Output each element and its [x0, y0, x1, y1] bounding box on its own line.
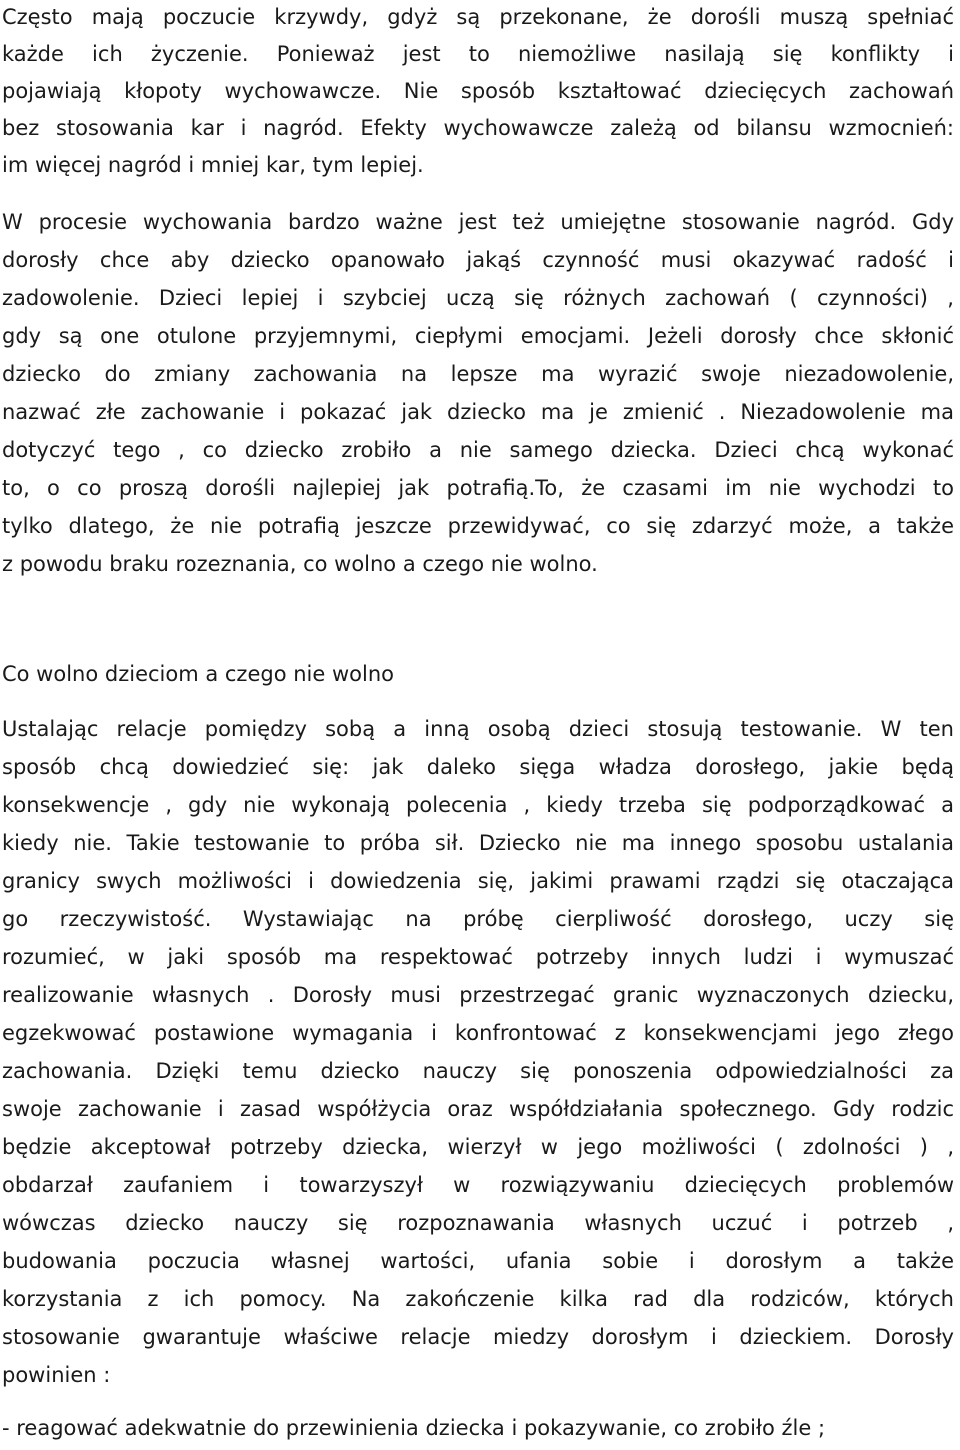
- text-line: Często mają poczucie krzywdy, gdyż są przekonane, że dorośli muszą spełniać: [2, 5, 954, 29]
- text-line: budowania poczucia własnej wartości, ufania sobie i dorosłym a także: [2, 1249, 954, 1273]
- text-line: zachowania. Dzięki temu dziecko nauczy się ponoszenia odpowiedzialności za: [2, 1059, 954, 1083]
- text-line: stosowanie gwarantuje właściwe relacje miedzy dorosłym i dzieckiem. Dorosły: [2, 1325, 954, 1349]
- text-line: kiedy nie. Takie testowanie to próba sił. Dziecko nie ma innego sposobu ustalania: [2, 831, 954, 855]
- text-line: egzekwować postawione wymagania i konfrontować z konsekwencjami jego złego: [2, 1021, 954, 1045]
- text-line: tylko dlatego, że nie potrafią jeszcze przewidywać, co się zdarzyć może, a także: [2, 514, 954, 538]
- text-line: zadowolenie. Dzieci lepiej i szybciej uczą się różnych zachowań ( czynności) ,: [2, 286, 954, 310]
- text-line: obdarzał zaufaniem i towarzyszył w rozwiązywaniu dziecięcych problemów: [2, 1173, 954, 1197]
- text-line: dotyczyć tego , co dziecko zrobiło a nie samego dziecka. Dzieci chcą wykonać: [2, 438, 954, 462]
- text-line: Ustalając relacje pomiędzy sobą a inną osobą dzieci stosują testowanie. W ten: [2, 717, 954, 741]
- text-line: im więcej nagród i mniej kar, tym lepiej.: [2, 153, 424, 177]
- text-line: z powodu braku rozeznania, co wolno a czego nie wolno.: [2, 552, 598, 576]
- text-line: dorosły chce aby dziecko opanowało jakąś czynność musi okazywać radość i: [2, 248, 954, 272]
- text-line: W procesie wychowania bardzo ważne jest też umiejętne stosowanie nagród. Gdy: [2, 210, 954, 234]
- list-item: - reagować adekwatnie do przewinienia dziecka i pokazywanie, co zrobiło źle ;: [2, 1416, 826, 1440]
- section-heading: Co wolno dzieciom a czego nie wolno: [2, 662, 394, 686]
- text-line: go rzeczywistość. Wystawiając na próbę cierpliwość dorosłego, uczy się: [2, 907, 954, 931]
- text-line: granicy swych możliwości i dowiedzenia się, jakimi prawami rządzi się otaczająca: [2, 869, 954, 893]
- text-line: będzie akceptował potrzeby dziecka, wierzył w jego możliwości ( zdolności ) ,: [2, 1135, 954, 1159]
- text-line: nazwać złe zachowanie i pokazać jak dziecko ma je zmienić . Niezadowolenie ma: [2, 400, 954, 424]
- text-line: sposób chcą dowiedzieć się: jak daleko sięga władza dorosłego, jakie będą: [2, 755, 954, 779]
- text-line: korzystania z ich pomocy. Na zakończenie kilka rad dla rodziców, których: [2, 1287, 954, 1311]
- text-line: to, o co proszą dorośli najlepiej jak potrafią.To, że czasami im nie wychodzi to: [2, 476, 954, 500]
- text-line: wówczas dziecko nauczy się rozpoznawania własnych uczuć i potrzeb ,: [2, 1211, 954, 1235]
- text-line: gdy są one otulone przyjemnymi, ciepłymi emocjami. Jeżeli dorosły chce skłonić: [2, 324, 954, 348]
- text-line: każde ich życzenie. Ponieważ jest to niemożliwe nasilają się konflikty i: [2, 42, 954, 66]
- text-line: konsekwencje , gdy nie wykonają polecenia , kiedy trzeba się podporządkować a: [2, 793, 954, 817]
- text-line: bez stosowania kar i nagród. Efekty wychowawcze zależą od bilansu wzmocnień:: [2, 116, 954, 140]
- text-line: rozumieć, w jaki sposób ma respektować potrzeby innych ludzi i wymuszać: [2, 945, 954, 969]
- text-line: pojawiają kłopoty wychowawcze. Nie sposób kształtować dziecięcych zachowań: [2, 79, 954, 103]
- text-line: dziecko do zmiany zachowania na lepsze ma wyrazić swoje niezadowolenie,: [2, 362, 954, 386]
- text-line: swoje zachowanie i zasad współżycia oraz współdziałania społecznego. Gdy rodzic: [2, 1097, 954, 1121]
- text-line: powinien :: [2, 1363, 111, 1387]
- text-line: realizowanie własnych . Dorosły musi przestrzegać granic wyznaczonych dziecku,: [2, 983, 954, 1007]
